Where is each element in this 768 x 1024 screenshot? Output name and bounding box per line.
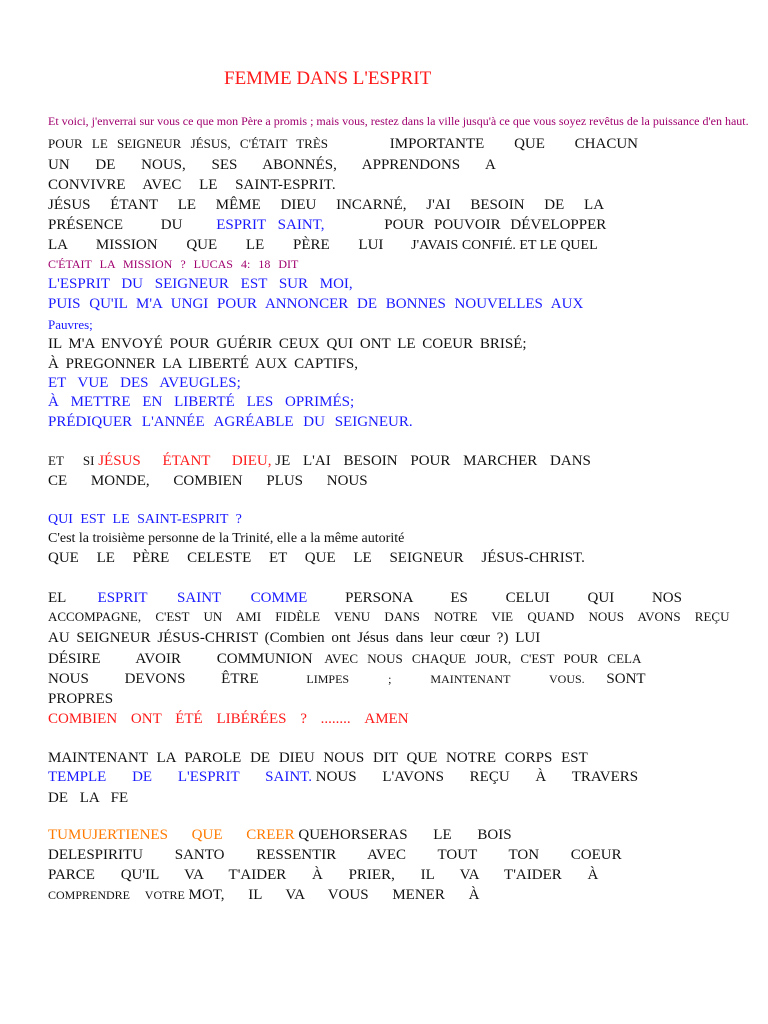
scripture-line-1: L'ESPRIT DU SEIGNEUR EST SUR MOI, [48, 276, 353, 292]
p6-line-4: COMPRENDRE VOTRE MOT, IL VA VOUS MENER À [48, 887, 480, 903]
scripture-line-3: Pauvres; [48, 317, 93, 332]
p4-line-4: DÉSIRE AVOIR COMMUNION AVEC NOUS CHAQUE JOUR, C'EST POUR CELA [48, 651, 642, 667]
p1-line-7: C'ÉTAIT LA MISSION ? LUCAS 4: 18 DIT [48, 257, 299, 271]
scripture-line-5: À PREGONNER LA LIBERTÉ AUX CAPTIFS, [48, 356, 358, 372]
p3-heading: QUI EST LE SAINT-ESPRIT ? [48, 512, 242, 527]
p4-line-1: EL ESPRIT SAINT COMME PERSONA ES CELUI QUI NOS [48, 590, 682, 606]
scripture-line-8: PRÉDIQUER L'ANNÉE AGRÉABLE DU SEIGNEUR. [48, 414, 413, 430]
p2-line-1: ET SI JÉSUS ÉTANT DIEU, JE L'AI BESOIN POUR MARCHER DANS [48, 453, 591, 469]
p4-line-7: COMBIEN ONT ÉTÉ LIBÉRÉES ? ........ AMEN [48, 711, 409, 727]
document-title: FEMME DANS L'ESPRIT [224, 68, 432, 89]
p5-line-2: TEMPLE DE L'ESPRIT SAINT. NOUS L'AVONS REÇU À TRAVERS [48, 769, 639, 785]
p1-line-2: UN DE NOUS, SES ABONNÉS, APPRENDONS A [48, 157, 496, 173]
p2-line-2: CE MONDE, COMBIEN PLUS NOUS [48, 473, 368, 489]
scripture-line-4: IL M'A ENVOYÉ POUR GUÉRIR CEUX QUI ONT LE COEUR BRISÉ; [48, 336, 527, 352]
p4-line-6: PROPRES [48, 691, 114, 707]
p4-line-2: ACCOMPAGNE, C'EST UN AMI FIDÈLE VENU DANS NOTRE VIE QUAND NOUS AVONS REÇU [48, 609, 730, 624]
p1-line-3: CONVIVRE AVEC LE SAINT-ESPRIT. [48, 177, 336, 193]
scripture-line-6: ET VUE DES AVEUGLES; [48, 375, 241, 391]
p1-line-6: LA MISSION QUE LE PÈRE LUI J'AVAIS CONFIÉ. ET LE QUEL [48, 237, 598, 253]
p6-line-2: DELESPIRITU SANTO RESSENTIR AVEC TOUT TON COEUR [48, 847, 622, 863]
scripture-line-2: PUIS QU'IL M'A UNGI POUR ANNONCER DE BONNES NOUVELLES AUX [48, 296, 584, 312]
intro-verse: Et voici, j'enverrai sur vous ce que mon Père a promis ; mais vous, restez dans la ville jusqu'à ce que vous soyez revêtus de la puissance d'en haut. [48, 114, 749, 128]
p5-line-3: DE LA FE [48, 790, 129, 806]
p3-line-3: QUE LE PÈRE CELESTE ET QUE LE SEIGNEUR JÉSUS-CHRIST. [48, 550, 585, 566]
p4-line-3: AU SEIGNEUR JÉSUS-CHRIST (Combien ont Jésus dans leur cœur ?) LUI [48, 630, 541, 646]
p1-line-5: PRÉSENCE DU ESPRIT SAINT, POUR POUVOIR DÉVELOPPER [48, 217, 607, 233]
p3-line-2: C'est la troisième personne de la Trinité, elle a la même autorité [48, 531, 405, 546]
p1-line-4: JÉSUS ÉTANT LE MÊME DIEU INCARNÉ, J'AI BESOIN DE LA [48, 197, 605, 213]
p6-line-1: TUMUJERTIENES QUE CREER QUEHORSERAS LE BOIS [48, 827, 512, 843]
p1-line-1: POUR LE SEIGNEUR JÉSUS, C'ÉTAIT TRÈS IMPORTANTE QUE CHACUN [48, 136, 638, 152]
p6-line-3: PARCE QU'IL VA T'AIDER À PRIER, IL VA T'AIDER À [48, 867, 599, 883]
p5-line-1: MAINTENANT LA PAROLE DE DIEU NOUS DIT QUE NOTRE CORPS EST [48, 750, 588, 766]
scripture-line-7: À METTRE EN LIBERTÉ LES OPRIMÉS; [48, 394, 355, 410]
p4-line-5: NOUS DEVONS ÊTRE LIMPES ; MAINTENANT VOUS. SONT [48, 671, 646, 687]
